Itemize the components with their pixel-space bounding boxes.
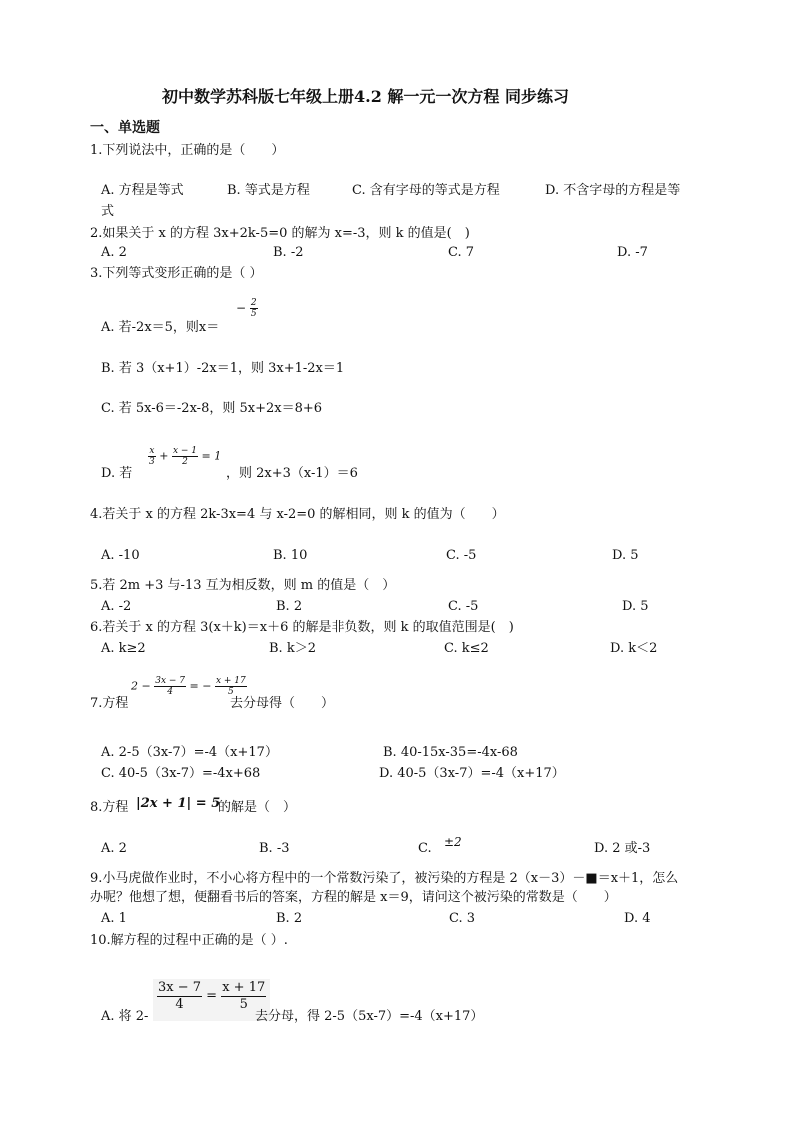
question-8-suffix: 的解是（ ） [218, 800, 297, 815]
question-1-stem: 1.下列说法中，正确的是（ ） [90, 143, 285, 158]
question-1-option-b: B. 等式是方程 [227, 183, 310, 198]
question-1-option-d: D. 不含字母的方程是等 [545, 183, 681, 198]
question-9-option-c: C. 3 [449, 911, 476, 926]
question-5-option-b: B. 2 [276, 599, 303, 614]
fraction [154, 676, 186, 697]
question-8-option-d: D. 2 或-3 [594, 841, 651, 856]
question-3-option-a-text: A. 若-2x＝5，则x＝ [101, 320, 220, 335]
question-5-stem: 5.若 2m +3 与-13 互为相反数，则 m 的值是（ ） [90, 578, 396, 593]
section-heading: 一、单选题 [90, 120, 160, 136]
question-4-option-c: C. -5 [446, 548, 477, 563]
question-2-stem: 2.如果关于 x 的方程 3x+2k-5=0 的解为 x=-3，则 k 的值是( ) [90, 226, 470, 241]
fraction-denominator: 4 [175, 997, 184, 1012]
question-7-prefix: 7.方程 [90, 696, 129, 711]
fraction-numerator: x + 17 [215, 676, 246, 686]
fraction-denominator: 5 [227, 687, 234, 697]
equation-term: = − [189, 679, 212, 693]
question-6-option-c: C. k≤2 [444, 641, 489, 656]
question-9-option-b: B. 2 [276, 911, 303, 926]
question-9-option-a: A. 1 [101, 911, 127, 926]
question-3-option-a [101, 320, 219, 336]
question-9-line-2: 办呢？他想了想，便翻看书后的答案，方程的解是 x＝9，请问这个被污染的常数是（ ） [90, 890, 617, 905]
question-6-option-b: B. k＞2 [269, 641, 316, 656]
fraction-denominator: 4 [167, 687, 173, 697]
question-4-stem: 4.若关于 x 的方程 2k-3x=4 与 x-2=0 的解相同，则 k 的值为（ ） [90, 507, 505, 522]
fraction-denominator: 3 [149, 457, 155, 467]
question-5-option-d: D. 5 [622, 599, 649, 614]
plus-sign: + [159, 449, 169, 463]
question-4-option-a: A. -10 [101, 548, 140, 563]
question-3-option-d-prefix: D. 若 [101, 466, 133, 481]
question-10-stem: 10.解方程的过程中正确的是（ ）. [90, 933, 288, 948]
question-5-option-a: A. -2 [101, 599, 132, 614]
fraction-numerator: x [149, 446, 155, 456]
question-8-equation: |2x + 1| = 5 [136, 796, 221, 811]
question-10-option-a-prefix: A. 将 2- [101, 1009, 149, 1024]
question-8-option-b: B. -3 [259, 841, 290, 856]
fraction-denominator: 5 [239, 997, 248, 1012]
fraction-numerator: 3x − 7 [155, 676, 186, 686]
question-7-option-c: C. 40-5（3x-7）=-4x+68 [101, 766, 261, 781]
question-8-prefix: 8.方程 [90, 800, 129, 815]
question-2-option-b: B. -2 [273, 245, 304, 260]
question-3-option-c: C. 若 5x-6＝-2x-8，则 5x+2x＝8+6 [101, 401, 323, 416]
fraction [157, 980, 202, 1013]
question-8-option-c-value: ±2 [444, 835, 462, 849]
question-6-option-a: A. k≥2 [101, 641, 146, 656]
fraction-denominator: 5 [250, 309, 257, 319]
question-4-option-b: B. 10 [273, 548, 308, 563]
question-9-option-d: D. 4 [624, 911, 651, 926]
question-7-option-a: A. 2-5（3x-7）=-4（x+17） [101, 745, 278, 760]
question-2-option-d: D. -7 [617, 245, 648, 260]
question-1-option-d-continued: 式 [101, 204, 115, 219]
question-3-option-b: B. 若 3（x+1）-2x＝1，则 3x+1-2x＝1 [101, 361, 345, 376]
question-3-option-d-equation [148, 446, 221, 467]
question-6-option-d: D. k＜2 [610, 641, 658, 656]
question-8-option-a: A. 2 [101, 841, 127, 856]
fraction [215, 676, 247, 697]
question-1-option-c: C. 含有字母的等式是方程 [352, 183, 500, 198]
fraction [172, 446, 198, 467]
question-5-option-c: C. -5 [448, 599, 479, 614]
equals-sign: = [206, 988, 218, 1004]
question-9-line-1: 9.小马虎做作业时，不小心将方程中的一个常数污染了，被污染的方程是 2（x－3）－■＝x＋1，怎么 [90, 871, 679, 886]
question-4-option-d: D. 5 [612, 548, 639, 563]
question-2-option-c: C. 7 [448, 245, 475, 260]
question-8-option-c: C. [418, 841, 432, 856]
question-3-option-d-suffix: ，则 2x+3（x-1）＝6 [226, 466, 358, 481]
question-7-suffix: 去分母得（ ） [230, 696, 335, 711]
question-7-option-d: D. 40-5（3x-7）=-4（x+17） [379, 766, 565, 781]
question-10-option-a-equation [153, 979, 270, 1021]
minus-sign: − [236, 301, 247, 315]
fraction-numerator: 3x − 7 [158, 980, 202, 995]
question-7-option-b: B. 40-15x-35=-4x-68 [383, 745, 518, 760]
question-7-equation [131, 676, 247, 697]
question-6-stem: 6.若关于 x 的方程 3(x＋k)＝x＋6 的解是非负数，则 k 的取值范围是( ) [90, 620, 514, 635]
question-3-stem: 3.下列等式变形正确的是（ ） [90, 266, 263, 281]
question-1-option-a: A. 方程是等式 [101, 183, 184, 198]
fraction-numerator: 2 [250, 298, 257, 308]
equals-one: = 1 [201, 449, 222, 463]
question-2-option-a: A. 2 [101, 245, 127, 260]
fraction-numerator: x + 17 [222, 980, 266, 995]
page-title: 初中数学苏科版七年级上册4.2 解一元一次方程 同步练习 [162, 87, 569, 106]
equation-term: 2 − [131, 679, 151, 693]
question-10-option-a-suffix: 去分母，得 2-5（5x-7）=-4（x+17） [255, 1009, 484, 1024]
question-3-option-a-fraction [236, 298, 258, 319]
fraction-denominator: 2 [182, 457, 188, 467]
fraction [250, 298, 258, 319]
fraction-numerator: x − 1 [172, 446, 198, 456]
fraction [148, 446, 156, 467]
